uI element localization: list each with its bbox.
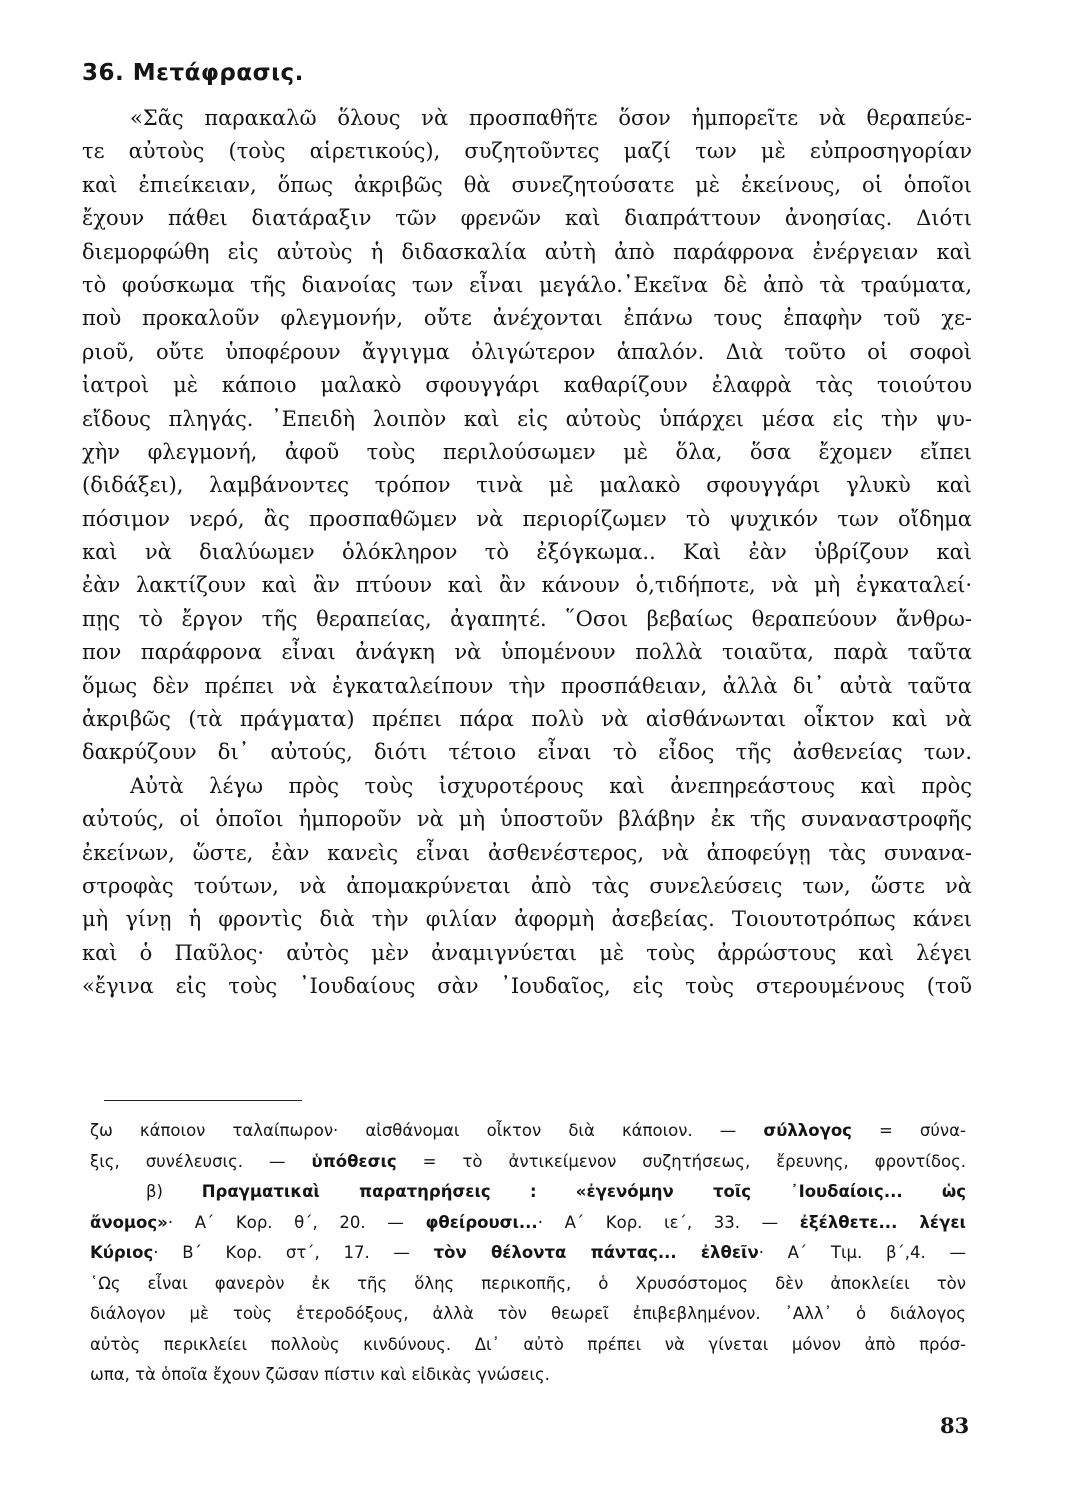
- footnote-text: · Β΄ Κορ. στ΄, 17. —: [153, 1243, 410, 1262]
- text-line: ἐὰν λακτίζουν καὶ ἂν πτύουν καὶ ἂν κάνουν ὁ,τιδήποτε, νὰ μὴ ἐγκαταλεί·: [82, 573, 972, 598]
- text-line: στροφὰς τούτων, νὰ ἀπομακρύνεται ἀπὸ τὰς συνελεύσεις των, ὥστε νὰ: [82, 873, 972, 898]
- text-line: ὅμως δὲν πρέπει νὰ ἐγκαταλείπουν τὴν προσπάθειαν, ἀλλὰ δι᾿ αὐτὰ ταῦτα: [82, 673, 972, 698]
- footnote-line: διάλογον μὲ τοὺς ἑτεροδόξους, ἀλλὰ τὸν θεωρεῖ ἐπιβεβλημένον. ᾿Αλλ᾿ ὁ διάλογος: [90, 1304, 966, 1323]
- footnote-line: [90, 1177, 966, 1208]
- text-line: χὴν φλεγμονή, ἀφοῦ τοὺς περιλούσωμεν μὲ ὅλα, ὅσα ἔχομεν εἴπει: [82, 439, 972, 464]
- main-text: [82, 102, 972, 1004]
- text-line: διεμορφώθη εἰς αὐτοὺς ἡ διδασκαλία αὐτὴ ἀπὸ παράφρονα ἐνέργειαν καὶ: [82, 239, 972, 264]
- footnote-term: τὸν θέλοντα πάντας... ἐλθεῖν: [433, 1243, 759, 1262]
- text-line: μὴ γίνῃ ἡ φροντὶς διὰ τὴν φιλίαν ἀφορμὴ ἀσεβείας. Τοιουτοτρόπως κάνει: [82, 907, 972, 932]
- footnote-text: · Α΄ Τιμ. β΄,4. —: [758, 1243, 966, 1262]
- footnote-text: · Α΄ Κορ. θ΄, 20. —: [167, 1212, 404, 1232]
- text-line: (διδάξει), λαμβάνοντες τρόπον τινὰ μὲ μαλακὸ σφουγγάρι γλυκὺ καὶ: [82, 473, 972, 498]
- text-line: ἰατροὶ μὲ κάποιο μαλακὸ σφουγγάρι καθαρίζουν ἐλαφρὰ τὰς τοιούτου: [82, 373, 972, 398]
- footnote-line: αὐτὸς περικλείει πολλοὺς κινδύνους. Δι᾿ αὐτὸ πρέπει νὰ γίνεται μόνον ἀπὸ πρόσ-: [90, 1334, 966, 1354]
- text-line: «ἔγινα εἰς τοὺς ᾿Ιουδαίους σὰν ᾿Ιουδαῖος, εἰς τοὺς στερουμένους (τοῦ: [82, 974, 972, 999]
- footnote-divider: [104, 1100, 302, 1101]
- text-line: τε αὐτοὺς (τοὺς αἱρετικούς), συζητοῦντες μαζί των μὲ εὐπροσηγορίαν: [82, 139, 972, 164]
- footnote-term: ἄνομος»: [90, 1212, 168, 1232]
- footnote-text: · Α΄ Κορ. ιε΄, 33. —: [537, 1212, 779, 1232]
- footnote-line: [90, 1116, 966, 1147]
- footnote-term: φθείρουσι...: [425, 1212, 538, 1232]
- text-line: ριοῦ, οὔτε ὑποφέρουν ἄγγιγμα ὀλιγώτερον ἁπαλόν. Διὰ τοῦτο οἱ σοφοὶ: [82, 339, 972, 364]
- text-line: δακρύζουν δι᾿ αὐτούς, διότι τέτοιο εἶναι τὸ εἶδος τῆς ἀσθενείας των.: [82, 740, 972, 765]
- text-line: πῃς τὸ ἔργον τῆς θεραπείας, ἀγαπητέ. ῞Οσοι βεβαίως θεραπεύουν ἄνθρω-: [82, 606, 972, 631]
- footnote-term: Πραγματικαὶ παρατηρήσεις : «ἐγενόμην τοῖς ᾿Ιουδαίοις... ὡς: [201, 1182, 966, 1201]
- text-line: «Σᾶς παρακαλῶ ὅλους νὰ προσπαθῆτε ὅσον ἠμπορεῖτε νὰ θεραπεύε-: [130, 106, 972, 130]
- footnote-line: [90, 1147, 966, 1178]
- footnote-term: Κύριος: [90, 1243, 154, 1262]
- footnotes: [90, 1116, 966, 1391]
- footnote-text: ξις, συνέλευσις. —: [90, 1151, 286, 1171]
- text-line: καὶ ὁ Παῦλος· αὐτὸς μὲν ἀναμιγνύεται μὲ τοὺς ἀρρώστους καὶ λέγει: [82, 940, 972, 965]
- text-line: ἀκριβῶς (τὰ πράγματα) πρέπει πάρα πολὺ νὰ αἰσθάνωνται οἶκτον καὶ νὰ: [82, 707, 972, 732]
- page-number: 83: [940, 1413, 970, 1438]
- footnote-text: = σύνα-: [879, 1121, 966, 1140]
- text-line: εἴδους πληγάς. ᾿Επειδὴ λοιπὸν καὶ εἰς αὐτοὺς ὑπάρχει μέσα εἰς τὴν ψυ-: [82, 406, 972, 431]
- footnote-line: [90, 1238, 966, 1269]
- text-line: Αὐτὰ λέγω πρὸς τοὺς ἰσχυροτέρους καὶ ἀνεπηρεάστους καὶ πρὸς: [130, 773, 972, 798]
- footnote-term: ἐξέλθετε... λέγει: [799, 1212, 966, 1232]
- text-line: ἐκείνων, ὥστε, ἐὰν κανεὶς εἶναι ἀσθενέστερος, νὰ ἀποφεύγῃ τὰς συνανα-: [82, 840, 972, 865]
- text-line: καὶ νὰ διαλύωμεν ὁλόκληρον τὸ ἐξόγκωμα.. Καὶ ἐὰν ὑβρίζουν καὶ: [82, 540, 972, 565]
- footnote-text: = τὸ ἀντικείμενον συζητήσεως, ἔρευνης, φροντίδος.: [422, 1151, 966, 1171]
- text-line: ἔχουν πάθει διατάραξιν τῶν φρενῶν καὶ διαπράττουν ἀνοησίας. Διότι: [82, 206, 972, 231]
- text-line: τὸ φούσκωμα τῆς διανοίας των εἶναι μεγάλο.᾿Εκεῖνα δὲ ἀπὸ τὰ τραύματα,: [82, 272, 972, 297]
- section-title: 36. Μετάφρασις.: [82, 60, 304, 86]
- footnote-line: ωπα, τὰ ὁποῖα ἔχουν ζῶσαν πίστιν καὶ εἰδικὰς γνώσεις.: [90, 1365, 550, 1384]
- text-line: πον παράφρονα εἶναι ἀνάγκη νὰ ὑπομένουν πολλὰ τοιαῦτα, παρὰ ταῦτα: [82, 640, 972, 665]
- footnote-line: ῾Ως εἶναι φανερὸν ἐκ τῆς ὅλης περικοπῆς, ὁ Χρυσόστομος δὲν ἀποκλείει τὸν: [90, 1273, 966, 1293]
- text-line: καὶ ἐπιείκειαν, ὅπως ἀκριβῶς θὰ συνεζητούσατε μὲ ἐκείνους, οἱ ὁποῖοι: [82, 172, 972, 197]
- footnote-text: β): [146, 1182, 163, 1201]
- footnote-text: ζω κάποιον ταλαίπωρον· αἰσθάνομαι οἶκτον διὰ κάποιον. —: [90, 1121, 737, 1140]
- text-line: αὐτούς, οἱ ὁποῖοι ἠμποροῦν νὰ μὴ ὑποστοῦν βλάβην ἐκ τῆς συναναστροφῆς: [82, 807, 972, 832]
- footnote-line: [90, 1208, 966, 1239]
- footnote-term: ὑπόθεσις: [311, 1151, 397, 1171]
- footnote-term: σύλλογος: [763, 1121, 852, 1140]
- text-line: πόσιμον νερό, ἂς προσπαθῶμεν νὰ περιορίζωμεν τὸ ψυχικόν των οἴδημα: [82, 506, 972, 531]
- text-line: ποὺ προκαλοῦν φλεγμονήν, οὔτε ἀνέχονται ἐπάνω τους ἐπαφὴν τοῦ χε-: [82, 306, 972, 331]
